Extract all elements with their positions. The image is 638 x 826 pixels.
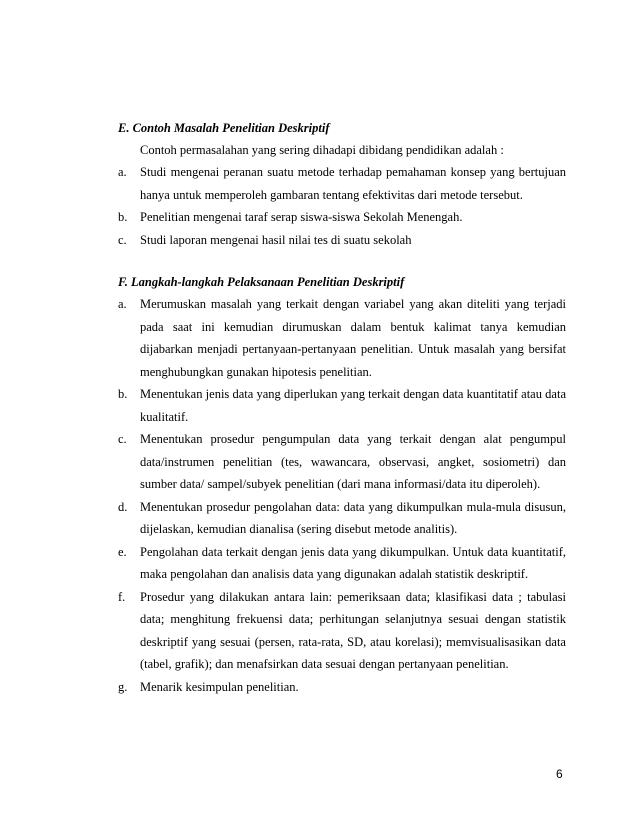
list-item-text: Menarik kesimpulan penelitian. [140, 679, 299, 694]
list-item [118, 161, 566, 206]
list-item-text: Studi laporan mengenai hasil nilai tes di suatu sekolah [140, 232, 412, 247]
list-item [118, 541, 566, 586]
list-item-text: Studi mengenai peranan suatu metode terhadap pemahaman konsep yang bertujuan hanya untuk memperoleh gambaran tentang efektivitas dari metode tersebut. [140, 165, 566, 202]
page-number: 6 [556, 767, 563, 781]
list-marker: c. [118, 232, 127, 247]
list-item [118, 206, 566, 229]
section-e-heading: E. Contoh Masalah Penelitian Deskriptif [118, 121, 330, 135]
list-item [118, 383, 566, 428]
section-e-intro: Contoh permasalahan yang sering dihadapi dibidang pendidikan adalah : [140, 143, 504, 157]
list-marker: b. [118, 387, 128, 401]
list-marker: f. [118, 589, 126, 604]
section-f-heading: F. Langkah-langkah Pelaksanaan Penelitian Deskriptif [118, 275, 405, 289]
list-item-text: Menentukan prosedur pengumpulan data yang terkait dengan alat pengumpul data/instrumen penelitian (tes, wawancara, observasi, angket, sosiometri) dan sumber data/ sampel/subyek penelitian (dari mana informasi/data itu diperoleh). [140, 432, 566, 491]
list-item-text: Pengolahan data terkait dengan jenis data yang dikumpulkan. Untuk data kuantitatif, maka pengolahan dan analisis data yang digunakan adalah statistik deskriptif. [140, 544, 566, 581]
list-item-text: Penelitian mengenai taraf serap siswa-siswa Sekolah Menengah. [140, 210, 463, 224]
list-item [118, 676, 566, 699]
section-spacer [118, 251, 566, 271]
list-marker: g. [118, 679, 128, 694]
list-item-text: Prosedur yang dilakukan antara lain: pemeriksaan data; klasifikasi data ; tabulasi data; menghitung frekuensi data; perhitungan selanjutnya sesuai dengan statistik deskriptif yang sesuai (persen, rata-rata, SD, atau korelasi); memvisualisasikan data (tabel, grafik); dan menafsirkan data sesuai dengan pertanyaan penelitian. [140, 589, 566, 671]
list-marker: a. [118, 297, 127, 311]
list-item [118, 293, 566, 383]
list-item [118, 428, 566, 496]
list-item-text: Menentukan prosedur pengolahan data: data yang dikumpulkan mula-mula disusun, dijelaskan, kemudian dianalisa (sering disebut metode analitis). [140, 499, 566, 536]
list-item [118, 229, 566, 252]
list-item [118, 586, 566, 676]
list-marker: d. [118, 499, 128, 514]
list-item [118, 496, 566, 541]
list-item-text: Menentukan jenis data yang diperlukan yang terkait dengan data kuantitatif atau data kualitatif. [140, 387, 566, 424]
list-item-text: Merumuskan masalah yang terkait dengan variabel yang akan diteliti yang terjadi pada saat ini kemudian dirumuskan dalam bentuk kalimat tanya kemudian dijabarkan menjadi pertanyaan-pertanyaan penelitian. Untuk masalah yang bersifat menghubungkan gunakan hipotesis penelitian. [140, 297, 566, 379]
list-marker: b. [118, 210, 128, 224]
list-marker: c. [118, 432, 127, 446]
list-marker: e. [118, 544, 127, 559]
list-marker: a. [118, 165, 127, 179]
page-content [118, 117, 566, 698]
